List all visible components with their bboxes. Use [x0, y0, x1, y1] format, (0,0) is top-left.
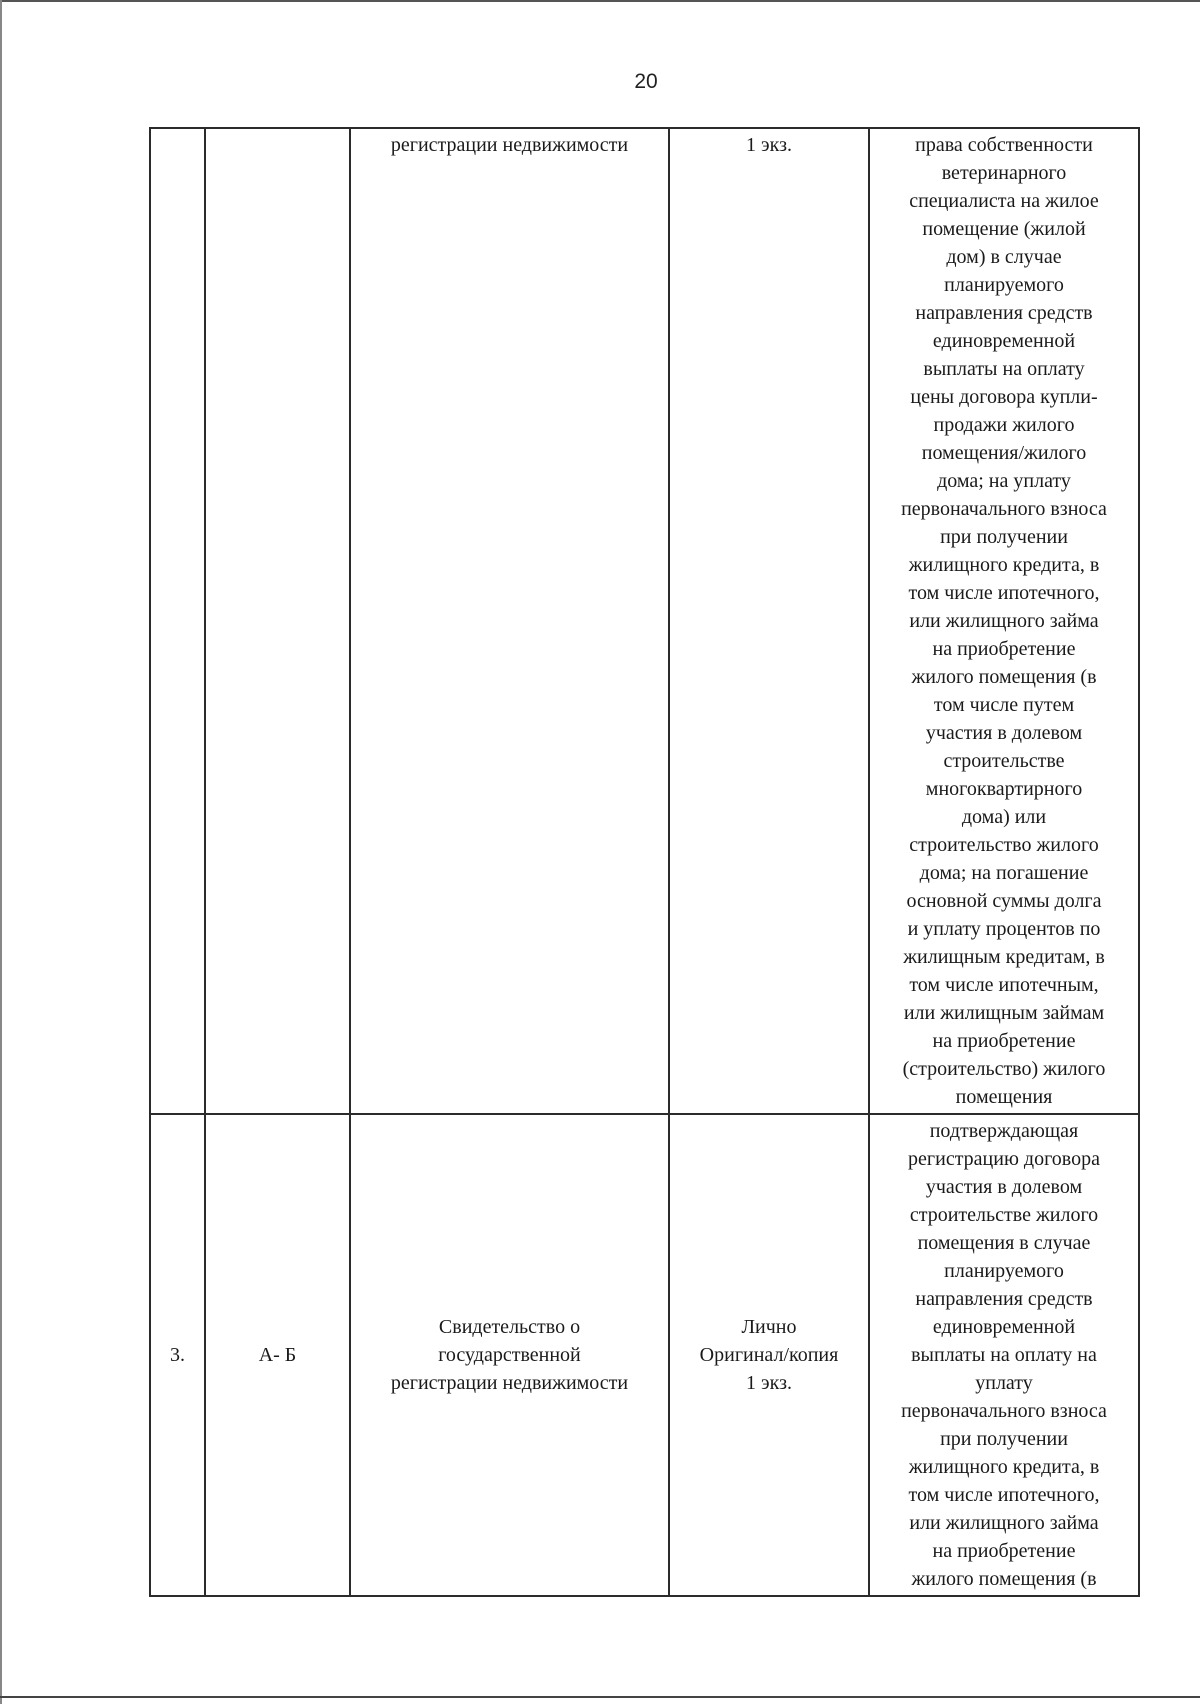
- text-line: Оригинал/копия: [699, 1344, 839, 1366]
- text-line: том числе путем: [933, 694, 1075, 716]
- text-line: направления средств: [915, 1288, 1093, 1310]
- text-line: единовременной: [932, 1316, 1076, 1338]
- text-line: том числе ипотечного,: [908, 582, 1100, 604]
- table-row: [150, 128, 1139, 1114]
- text-line: том числе ипотечным,: [909, 974, 1099, 996]
- text-line: первоначального взноса: [901, 498, 1107, 520]
- scan-border-bottom: [0, 1696, 1200, 1698]
- table-row: [150, 1114, 1139, 1596]
- page-number: 20: [634, 70, 658, 93]
- text-line: участия в долевом: [925, 1176, 1083, 1198]
- documents-table: [149, 127, 1140, 1597]
- text-line: цены договора купли-: [910, 386, 1098, 408]
- text-line: Свидетельство о: [438, 1316, 581, 1338]
- text-line: ветеринарного: [941, 162, 1067, 184]
- description-cell: [869, 1114, 1139, 1596]
- text-line: строительстве жилого: [909, 1204, 1099, 1226]
- text-line: 1 экз.: [746, 1372, 792, 1394]
- text-line: жилищного кредита, в: [908, 1456, 1100, 1478]
- text-line: выплаты на оплату: [923, 358, 1085, 380]
- scan-border-left: [0, 0, 2, 1704]
- text-line: помещения: [955, 1086, 1053, 1108]
- text-line: выплаты на оплату на: [911, 1344, 1097, 1366]
- text-line: жилищного кредита, в: [908, 554, 1100, 576]
- text-line: основной суммы долга: [906, 890, 1102, 912]
- text-line: строительство жилого: [909, 834, 1099, 856]
- text-line: продажи жилого: [933, 414, 1075, 436]
- text-line: регистрации недвижимости: [390, 134, 629, 156]
- text-line: направления средств: [915, 302, 1093, 324]
- text-line: регистрации недвижимости: [390, 1372, 629, 1394]
- text-line: при получении: [940, 526, 1068, 548]
- text-line: государственной: [438, 1344, 581, 1366]
- row-number-cell: [150, 128, 205, 1114]
- text-line: уплату: [975, 1372, 1033, 1394]
- text-line: планируемого: [944, 274, 1064, 296]
- text-line: единовременной: [932, 330, 1076, 352]
- submission-cell: [669, 1114, 869, 1596]
- row-number-cell: 3.: [150, 1114, 205, 1596]
- text-line: или жилищным займам: [903, 1002, 1105, 1024]
- description-cell: [869, 128, 1139, 1114]
- text-line: многоквартирного: [925, 778, 1083, 800]
- text-line: помещения в случае: [917, 1232, 1091, 1254]
- text-line: права собственности: [915, 134, 1093, 156]
- text-line: специалиста на жилое: [909, 190, 1099, 212]
- category-cell: А- Б: [205, 1114, 350, 1596]
- text-line: жилого помещения (в: [911, 1568, 1097, 1590]
- text-line: (строительство) жилого: [902, 1058, 1106, 1080]
- category-cell: [205, 128, 350, 1114]
- text-line: первоначального взноса: [901, 1400, 1107, 1422]
- text-line: регистрацию договора: [908, 1148, 1100, 1170]
- scan-border-top: [0, 0, 1200, 2]
- text-line: на приобретение: [932, 1030, 1076, 1052]
- text-line: жилищным кредитам, в: [903, 946, 1105, 968]
- submission-cell: [669, 128, 869, 1114]
- text-line: Лично: [741, 1316, 797, 1338]
- text-line: дом) в случае: [946, 246, 1062, 268]
- text-line: дома; на уплату: [937, 470, 1071, 492]
- text-line: на приобретение: [932, 638, 1076, 660]
- text-line: том числе ипотечного,: [908, 1484, 1100, 1506]
- text-line: планируемого: [944, 1260, 1064, 1282]
- text-line: жилого помещения (в: [911, 666, 1097, 688]
- document-name-cell: [350, 128, 669, 1114]
- text-line: подтверждающая: [929, 1120, 1079, 1142]
- text-line: или жилищного займа: [909, 610, 1099, 632]
- text-line: и уплату процентов по: [907, 918, 1101, 940]
- text-line: при получении: [940, 1428, 1068, 1450]
- text-line: дома) или: [961, 806, 1047, 828]
- text-line: участия в долевом: [925, 722, 1083, 744]
- text-line: на приобретение: [932, 1540, 1076, 1562]
- text-line: помещения/жилого: [921, 442, 1087, 464]
- text-line: 1 экз.: [746, 134, 792, 156]
- text-line: дома; на погашение: [919, 862, 1089, 884]
- text-line: или жилищного займа: [909, 1512, 1099, 1534]
- document-name-cell: [350, 1114, 669, 1596]
- text-line: строительстве: [943, 750, 1065, 772]
- text-line: помещение (жилой: [922, 218, 1086, 240]
